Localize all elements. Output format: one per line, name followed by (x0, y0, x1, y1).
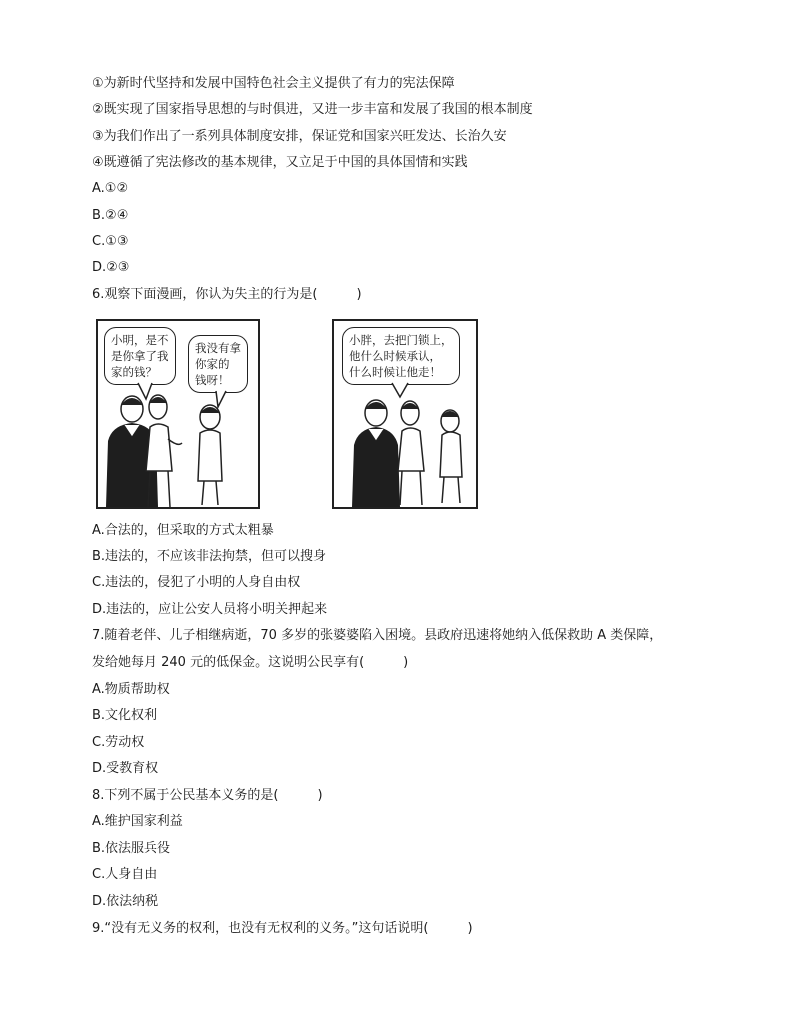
comic-left-figures-illustration (98, 321, 258, 507)
bubble-line: 钱呀！ (195, 373, 230, 387)
q7-choice-c: C.劳动权 (92, 735, 145, 750)
q6-choice-d: D.违法的，应让公安人员将小明关押起来 (92, 602, 328, 617)
bubble-line: 家的钱？ (111, 365, 157, 379)
q8-choice-a: A.维护国家利益 (92, 814, 183, 829)
q6-stem: 6.观察下面漫画，你认为失主的行为是( ) (92, 287, 362, 302)
q6-choice-b: B.违法的，不应该非法拘禁，但可以搜身 (92, 549, 327, 564)
q8-choice-c: C.人身自由 (92, 867, 158, 882)
bubble-line: 你家的 (195, 357, 230, 371)
bubble-line: 什么时候让他走！ (349, 365, 441, 379)
q5-choice-c: C.①③ (92, 234, 129, 249)
bubble-line: 小明，是不 (111, 333, 169, 347)
q5-option-3: ③为我们作出了一系列具体制度安排，保证党和国家兴旺发达、长治久安 (92, 129, 507, 144)
q7-choice-a: A.物质帮助权 (92, 682, 170, 697)
comic-panel-left (96, 319, 260, 509)
comic-right-figures-illustration (334, 321, 476, 507)
q7-choice-d: D.受教育权 (92, 761, 159, 776)
q5-option-1: ①为新时代坚持和发展中国特色社会主义提供了有力的宪法保障 (92, 76, 455, 91)
q5-choice-d: D.②③ (92, 260, 130, 275)
q5-choice-b: B.②④ (92, 208, 129, 223)
comic-panel-right (332, 319, 478, 509)
q8-choice-d: D.依法纳税 (92, 894, 159, 909)
q5-option-2: ②既实现了国家指导思想的与时俱进，又进一步丰富和发展了我国的根本制度 (92, 102, 533, 117)
bubble-line: 是你拿了我 (111, 349, 169, 363)
bubble-line: 小胖，去把门锁上， (349, 333, 453, 347)
q5-choice-a: A.①② (92, 181, 129, 196)
bubble-line: 他什么时候承认， (349, 349, 441, 363)
q7-choice-b: B.文化权利 (92, 708, 158, 723)
q5-option-4: ④既遵循了宪法修改的基本规律，又立足于中国的具体国情和实践 (92, 155, 468, 170)
q8-choice-b: B.依法服兵役 (92, 841, 171, 856)
q8-stem: 8.下列不属于公民基本义务的是( ) (92, 788, 323, 803)
bubble-line: 我没有拿 (195, 341, 241, 355)
q6-choice-a: A.合法的，但采取的方式太粗暴 (92, 523, 274, 538)
q6-choice-c: C.违法的，侵犯了小明的人身自由权 (92, 575, 301, 590)
q7-stem-line-2: 发给她每月 240 元的低保金。这说明公民享有( ) (92, 655, 409, 670)
q9-stem: 9.“没有无义务的权利，也没有无权利的义务。”这句话说明( ) (92, 921, 473, 936)
q7-stem-line-1: 7.随着老伴、儿子相继病逝，70 多岁的张婆婆陷入困境。县政府迅速将她纳入低保救助 A 类保障， (92, 628, 663, 643)
